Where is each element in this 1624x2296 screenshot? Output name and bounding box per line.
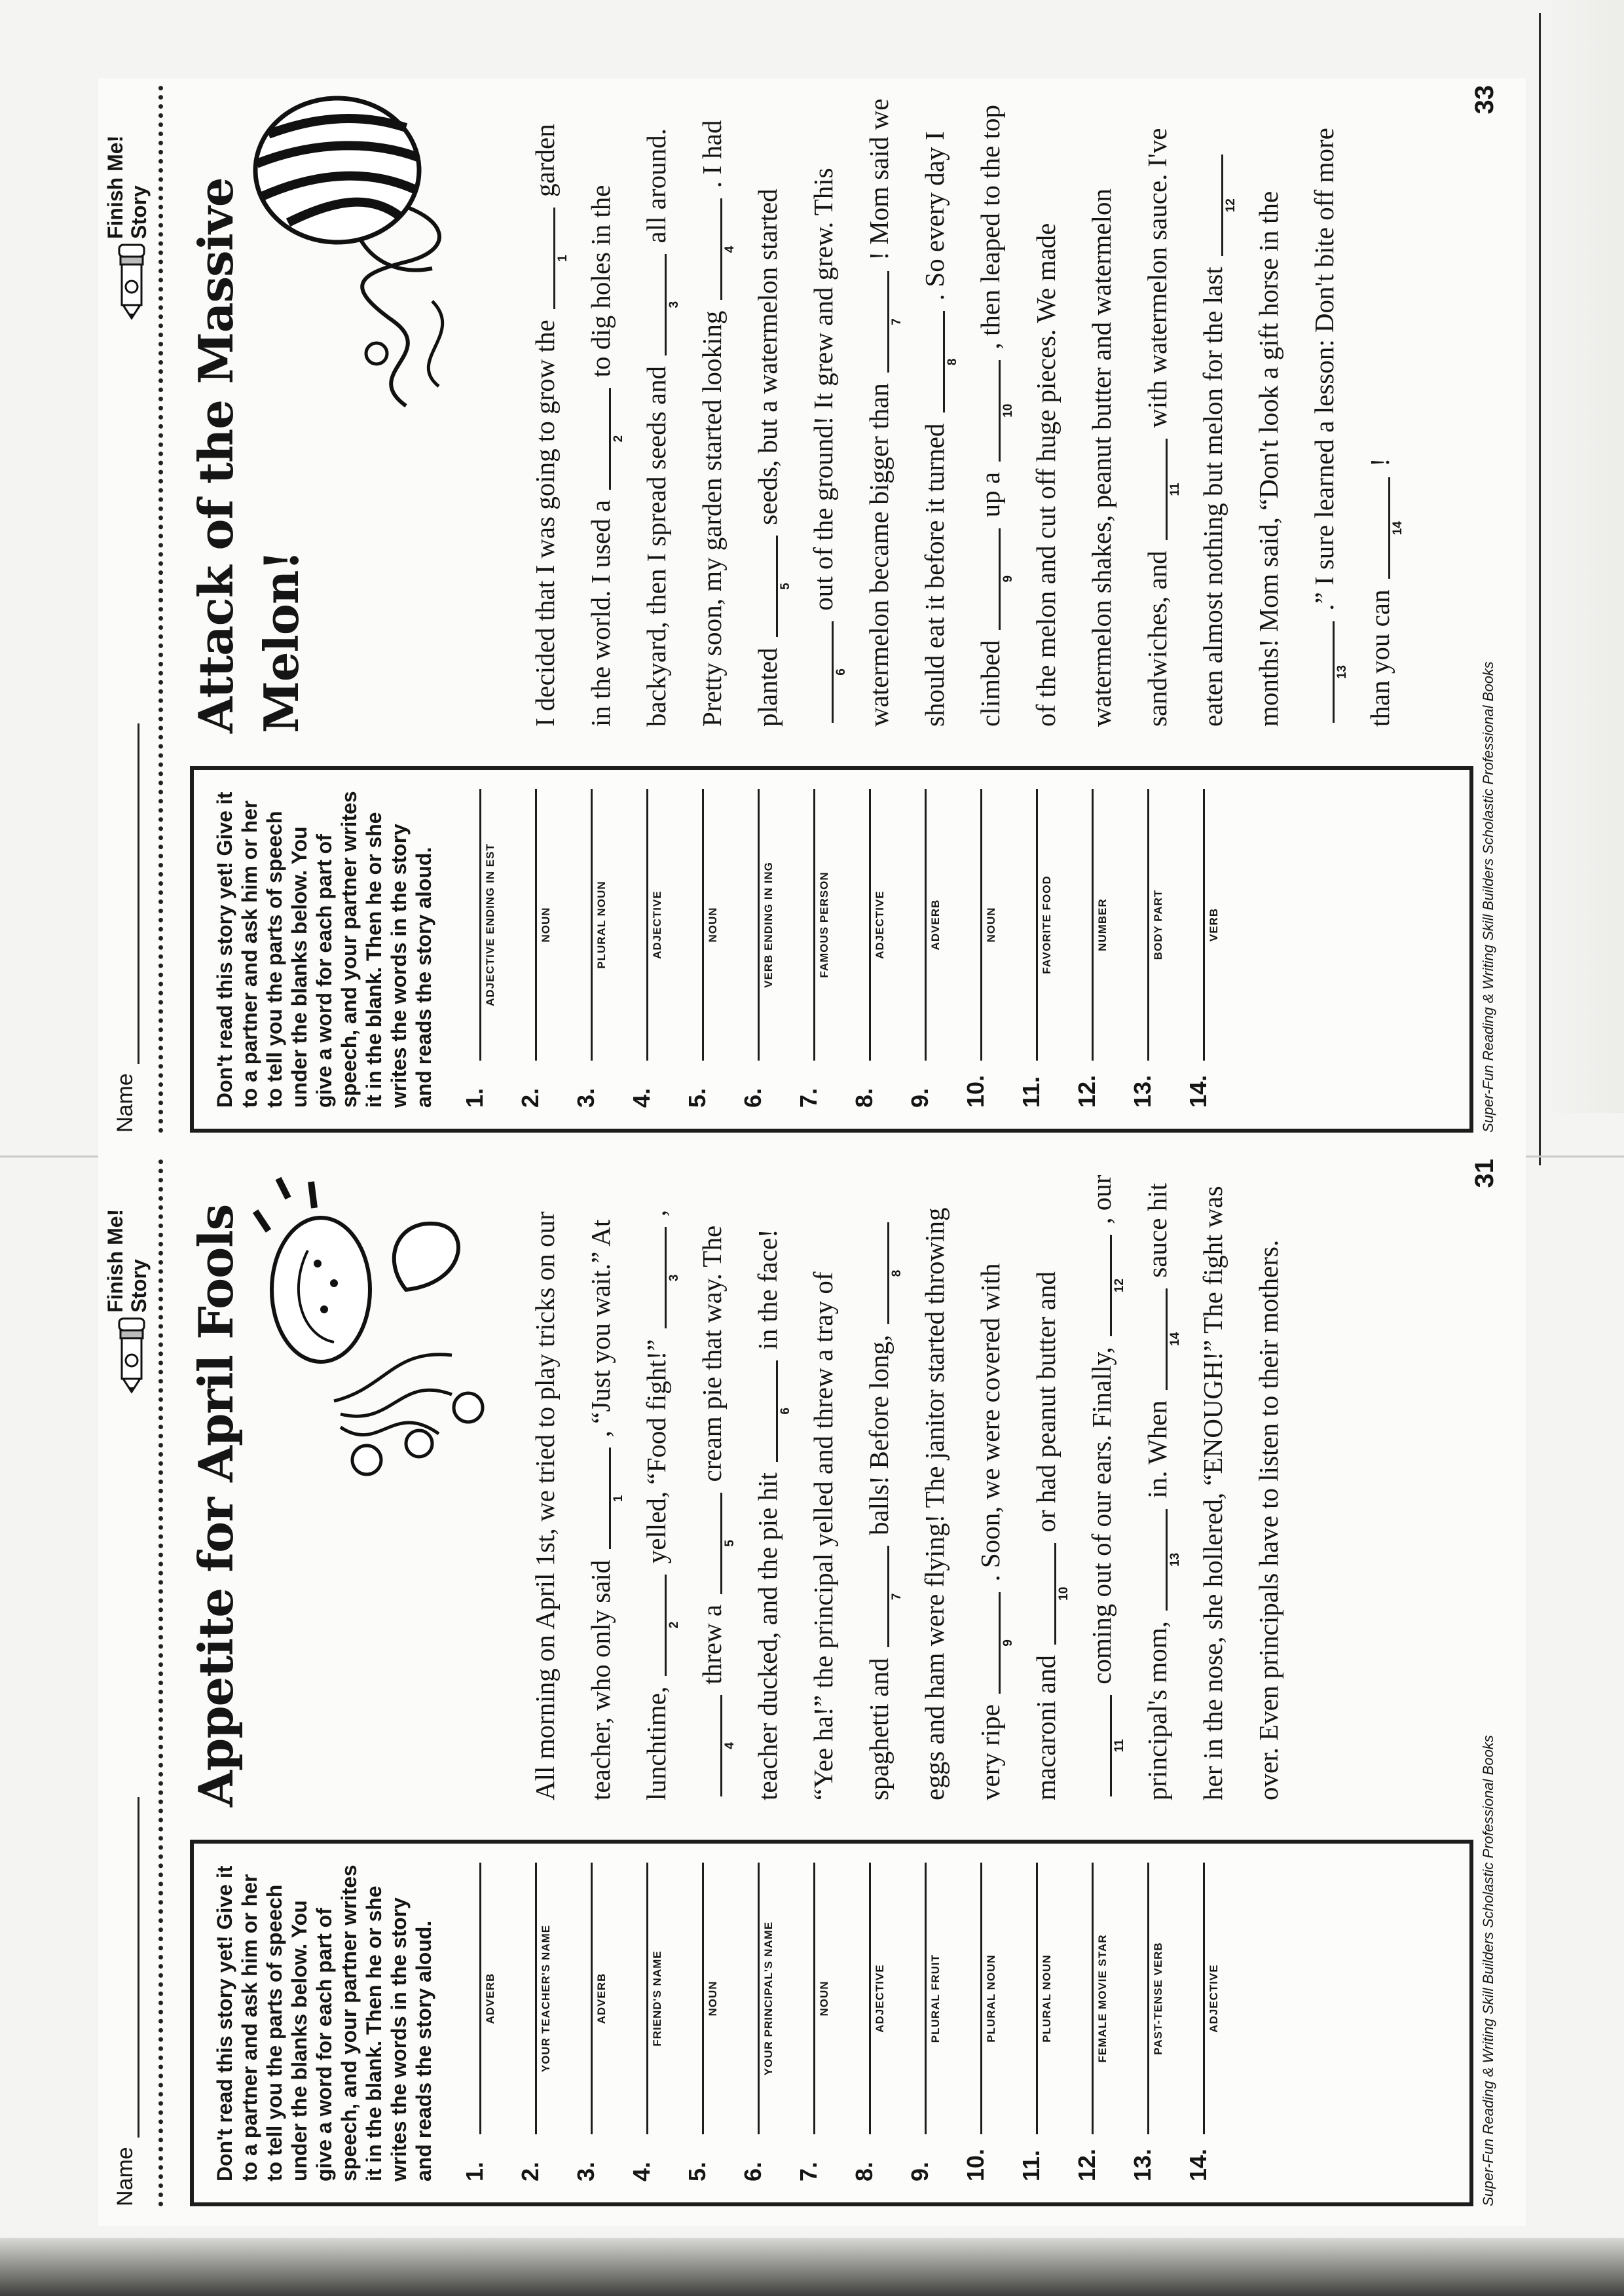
- blank-number: 6.: [739, 1087, 766, 1108]
- blank-list-item: [731, 1858, 787, 2181]
- answer-write-line[interactable]: [646, 789, 648, 1061]
- blank-list-item: [509, 1858, 564, 2181]
- finish-me-story-label: Finish Me! Story: [103, 135, 151, 239]
- story-segment: threw a: [697, 1604, 727, 1685]
- blank-number: 11.: [1018, 2149, 1044, 2181]
- blank-number: 14.: [1185, 2148, 1211, 2181]
- blank-list-item: [453, 1858, 509, 2181]
- story-blank-number: 10: [1001, 403, 1015, 418]
- blank-number: 12.: [1073, 2148, 1100, 2181]
- story-blank-number: 9: [1001, 1639, 1015, 1647]
- story-blank-number: 12: [1224, 198, 1238, 213]
- story-segment: coming out of our ears. Finally,: [1086, 1347, 1116, 1685]
- blank-number: 9.: [906, 2161, 933, 2181]
- blank-number: 4.: [628, 2161, 655, 2181]
- story-blank-number: 13: [1168, 1552, 1182, 1567]
- blank-list-item: [1121, 1858, 1177, 2181]
- story-blank-number: 6: [779, 1408, 792, 1415]
- story-blank[interactable]: [1140, 1509, 1182, 1611]
- blank-list-item: [787, 1858, 843, 2181]
- blank-list-item: [1010, 1858, 1065, 2181]
- answer-write-line[interactable]: [1036, 789, 1038, 1061]
- instructions-panel: [190, 766, 1473, 1133]
- answer-write-line[interactable]: [1203, 1863, 1205, 2134]
- story-segment: , “Just you wait.” At lunchtime,: [585, 1219, 671, 1800]
- blank-list-item: [676, 1858, 731, 2181]
- page-number: 33: [1470, 85, 1499, 115]
- story-text: [517, 1172, 1297, 1800]
- scan-shadow-right: [1539, 0, 1624, 1113]
- story-blank-number: 7: [890, 318, 904, 325]
- story-segment: in. When: [1142, 1400, 1172, 1499]
- story-blank-number: 1: [612, 1495, 625, 1503]
- story-blank[interactable]: [583, 388, 625, 490]
- instructions-text: Don't read this story yet! Give it to a partner and ask him or her to tell you the parts of speech under the blanks below. You give a word for each part of speech, and your partner writes it in the blank. Then he or she writes the words in the story and reads the story aloud.: [213, 791, 435, 1108]
- part-of-speech-cue: PLURAL NOUN: [595, 881, 608, 969]
- blank-number: 3.: [572, 1087, 599, 1108]
- instructions-panel: [190, 1840, 1473, 2206]
- part-of-speech-cue: ADVERB: [929, 899, 942, 951]
- story-segment: . Soon, we were covered with macaroni and: [975, 1263, 1061, 1800]
- story-segment: in the face! “Yee ha!” the principal yelled and threw a tray of spaghetti and: [752, 1229, 894, 1800]
- part-of-speech-cue: ADVERB: [595, 1973, 608, 2024]
- story-blank[interactable]: [1084, 1235, 1126, 1336]
- story-blank[interactable]: [1196, 155, 1238, 256]
- blank-number: 7.: [795, 2161, 822, 2181]
- blank-list-item: [564, 1858, 620, 2181]
- parts-of-speech-list: [453, 1858, 1232, 2181]
- story-blank[interactable]: [862, 271, 904, 373]
- story-blank[interactable]: [639, 1227, 681, 1328]
- instructions-text: Don't read this story yet! Give it to a partner and ask him or her to tell you the parts of speech under the blanks below. You give a word for each part of speech, and your partner writes it in the blank. Then he or she writes the words in the story and reads the story aloud.: [213, 1865, 435, 2181]
- part-of-speech-cue: FRIEND'S NAME: [651, 1950, 663, 2047]
- name-write-line[interactable]: [138, 723, 139, 1064]
- answer-write-line[interactable]: [1203, 789, 1205, 1061]
- answer-write-line[interactable]: [1036, 1863, 1038, 2134]
- blank-number: 5.: [684, 1087, 710, 1108]
- book-credit: Super-Fun Reading & Writing Skill Builders Scholastic Professional Books: [1480, 1735, 1496, 2206]
- answer-write-line[interactable]: [869, 1863, 871, 2134]
- blank-number: 4.: [628, 1087, 655, 1108]
- story-segment: yelled, “Food fight!”: [641, 1339, 671, 1564]
- answer-write-line[interactable]: [925, 1863, 927, 2134]
- dotted-divider: [158, 85, 163, 1133]
- blank-number: 1.: [461, 1087, 488, 1108]
- story-blank[interactable]: [1363, 477, 1405, 579]
- story-segment: .” I sure learned a lesson: Don't bite off more than you can: [1309, 128, 1395, 727]
- story-blank-number: 14: [1168, 1332, 1182, 1346]
- name-field[interactable]: [113, 1748, 152, 2206]
- answer-write-line[interactable]: [535, 1863, 537, 2134]
- part-of-speech-cue: ADVERB: [484, 1973, 496, 2024]
- story-blank[interactable]: [1140, 1288, 1182, 1390]
- story-blank[interactable]: [973, 1592, 1015, 1694]
- blank-list-item: [620, 1858, 676, 2181]
- answer-write-line[interactable]: [702, 789, 704, 1061]
- blank-list-item: [1177, 784, 1232, 1108]
- story-segment: out of the ground! It grew and grew. This watermelon became bigger than: [808, 168, 894, 727]
- blank-list-item: [1065, 1858, 1121, 2181]
- blank-list-item: [1065, 784, 1121, 1108]
- book-credit: Super-Fun Reading & Writing Skill Builders Scholastic Professional Books: [1480, 661, 1496, 1133]
- story-blank-number: 9: [1001, 575, 1015, 583]
- blank-number: 13.: [1129, 2148, 1156, 2181]
- story-segment: All morning on April 1st, we tried to play tricks on our teacher, who only said: [530, 1211, 616, 1800]
- story-segment: . So every day I climbed: [919, 131, 1005, 727]
- part-of-speech-cue: PLURAL FRUIT: [929, 1954, 942, 2043]
- part-of-speech-cue: ADJECTIVE ENDING IN EST: [484, 843, 496, 1006]
- answer-write-line[interactable]: [980, 1863, 982, 2134]
- story-blank[interactable]: [806, 621, 848, 723]
- story-segment: seeds, but a watermelon started: [752, 189, 783, 525]
- blank-list-item: [954, 784, 1010, 1108]
- part-of-speech-cue: VERB ENDING IN ING: [762, 862, 775, 988]
- name-label: Name: [113, 1073, 138, 1133]
- story-title: Appetite for April Fools: [188, 1204, 244, 1807]
- blank-number: 8.: [851, 1087, 877, 1108]
- answer-write-line[interactable]: [646, 1863, 648, 2134]
- answer-write-line[interactable]: [1147, 789, 1149, 1061]
- story-segment: !: [1365, 458, 1395, 467]
- answer-write-line[interactable]: [479, 789, 481, 1061]
- story-segment: to dig holes in the backyard, then I spread seeds and: [585, 185, 671, 727]
- story-blank[interactable]: [1084, 1695, 1126, 1796]
- pencil-icon: [103, 242, 160, 321]
- blank-list-item: [954, 1858, 1010, 2181]
- blank-list-item: [1177, 1858, 1232, 2181]
- story-segment: ,: [641, 1209, 671, 1217]
- blank-number: 6.: [739, 2161, 766, 2181]
- answer-write-line[interactable]: [479, 1863, 481, 2134]
- blank-number: 14.: [1185, 1074, 1211, 1108]
- story-blank[interactable]: [862, 1222, 904, 1324]
- story-blank[interactable]: [1140, 439, 1182, 540]
- worksheet-page-33: [98, 79, 1526, 1152]
- blank-number: 10.: [962, 2148, 989, 2181]
- story-blank-number: 3: [667, 1274, 681, 1282]
- blank-list-item: [843, 1858, 898, 2181]
- answer-write-line[interactable]: [869, 789, 871, 1061]
- name-field[interactable]: [113, 674, 152, 1133]
- story-blank-number: 11: [1113, 1739, 1126, 1753]
- part-of-speech-cue: NOUN: [985, 907, 997, 943]
- story-blank[interactable]: [695, 1493, 737, 1594]
- answer-write-line[interactable]: [1147, 1863, 1149, 2134]
- part-of-speech-cue: NOUN: [707, 907, 719, 943]
- name-write-line[interactable]: [138, 1797, 139, 2138]
- story-blank-number: 4: [723, 246, 737, 253]
- story-blank-number: 5: [723, 1539, 737, 1547]
- answer-write-line[interactable]: [813, 1863, 815, 2134]
- story-blank[interactable]: [917, 311, 959, 412]
- story-segment: months! Mom said, “Don't look a gift horse in the: [1253, 191, 1283, 727]
- part-of-speech-cue: ADJECTIVE: [651, 890, 663, 959]
- story-blank[interactable]: [750, 536, 792, 637]
- part-of-speech-cue: VERB: [1208, 907, 1220, 942]
- story-segment: I decided that I was going to grow the: [530, 319, 560, 727]
- part-of-speech-cue: YOUR PRINCIPAL'S NAME: [762, 1921, 775, 2076]
- part-of-speech-cue: NOUN: [540, 907, 552, 943]
- story-blank[interactable]: [750, 1360, 792, 1462]
- part-of-speech-cue: ADJECTIVE: [1208, 1964, 1220, 2033]
- story-blank-number: 2: [612, 435, 625, 443]
- story-blank-number: 11: [1168, 483, 1182, 496]
- story-title: Attack of the Massive Melon!: [188, 177, 309, 733]
- story-blank-number: 7: [890, 1593, 904, 1601]
- part-of-speech-cue: FAMOUS PERSON: [818, 871, 830, 978]
- blank-number: 8.: [851, 2161, 877, 2181]
- story-segment: . I had planted: [697, 120, 783, 727]
- blank-number: 10.: [962, 1074, 989, 1108]
- blank-list-item: [898, 784, 954, 1108]
- page-edge-line: [1539, 13, 1541, 1165]
- blank-list-item: [564, 784, 620, 1108]
- story-blank-number: 8: [946, 358, 959, 366]
- answer-write-line[interactable]: [702, 1863, 704, 2134]
- story-blank[interactable]: [862, 1546, 904, 1647]
- story-blank-number: 4: [723, 1742, 737, 1749]
- part-of-speech-cue: FAVORITE FOOD: [1041, 875, 1053, 974]
- story-blank-number: 3: [667, 301, 681, 308]
- story-segment: all around. Pretty soon, my garden started looking: [641, 128, 727, 727]
- blank-number: 7.: [795, 1087, 822, 1108]
- part-of-speech-cue: PLURAL NOUN: [985, 1954, 997, 2043]
- story-blank[interactable]: [583, 1448, 625, 1550]
- story-segment: eggs and ham were flying! The janitor started throwing very ripe: [919, 1207, 1005, 1800]
- blank-number: 2.: [517, 1087, 544, 1108]
- food-fight-illustration: [242, 1165, 524, 1506]
- finish-me-story-label: Finish Me! Story: [103, 1209, 151, 1313]
- part-of-speech-cue: BODY PART: [1152, 889, 1164, 960]
- story-segment: , our principal's mom,: [1086, 1175, 1172, 1800]
- story-blank[interactable]: [973, 360, 1015, 462]
- story-blank[interactable]: [695, 198, 737, 300]
- blank-number: 9.: [906, 1087, 933, 1108]
- answer-write-line[interactable]: [758, 789, 760, 1061]
- story-blank-number: 10: [1057, 1586, 1071, 1601]
- story-blank-number: 8: [890, 1269, 904, 1277]
- part-of-speech-cue: NOUN: [818, 1980, 830, 2016]
- worksheet-page-31: [98, 1152, 1526, 2226]
- story-blank-number: 1: [556, 255, 570, 262]
- story-blank[interactable]: [1307, 621, 1349, 723]
- part-of-speech-cue: FEMALE MOVIE STAR: [1096, 1934, 1109, 2063]
- blank-number: 12.: [1073, 1074, 1100, 1108]
- blank-list-item: [676, 784, 731, 1108]
- part-of-speech-cue: PLURAL NOUN: [1041, 1954, 1053, 2043]
- answer-write-line[interactable]: [1092, 1863, 1094, 2134]
- story-segment: , then leaped to the top of the melon and cut off huge pieces. We made watermelon shakes, peanut butter and watermelon sandwiches, and: [975, 105, 1172, 727]
- answer-write-line[interactable]: [758, 1863, 760, 2134]
- blank-list-item: [843, 784, 898, 1108]
- scan-shadow-bottom: [0, 2238, 1624, 2296]
- blank-list-item: [898, 1858, 954, 2181]
- part-of-speech-cue: NOUN: [707, 1980, 719, 2016]
- answer-write-line[interactable]: [591, 1863, 593, 2134]
- story-segment: balls! Before long,: [864, 1334, 894, 1536]
- blank-list-item: [509, 784, 564, 1108]
- blank-number: 5.: [684, 2161, 710, 2181]
- answer-write-line[interactable]: [813, 789, 815, 1061]
- blank-list-item: [1121, 784, 1177, 1108]
- story-segment: with watermelon sauce. I've eaten almost nothing but melon for the last: [1142, 128, 1228, 727]
- story-blank[interactable]: [528, 208, 570, 309]
- part-of-speech-cue: ADJECTIVE: [874, 890, 886, 959]
- story-segment: garden in the world. I used a: [530, 124, 616, 727]
- blank-number: 13.: [1129, 1074, 1156, 1108]
- answer-write-line[interactable]: [591, 789, 593, 1061]
- blank-number: 3.: [572, 2161, 599, 2181]
- part-of-speech-cue: PAST-TENSE VERB: [1152, 1942, 1164, 2055]
- watermelon-illustration: [242, 92, 524, 432]
- part-of-speech-cue: YOUR TEACHER'S NAME: [540, 1924, 552, 2073]
- blank-list-item: [453, 784, 509, 1108]
- story-blank-number: 14: [1391, 521, 1405, 536]
- answer-write-line[interactable]: [925, 789, 927, 1061]
- answer-write-line[interactable]: [980, 789, 982, 1061]
- story-segment: up a: [975, 471, 1005, 518]
- part-of-speech-cue: ADJECTIVE: [874, 1964, 886, 2033]
- blank-list-item: [1010, 784, 1065, 1108]
- story-blank[interactable]: [1029, 1543, 1071, 1645]
- blank-list-item: [620, 784, 676, 1108]
- story-blank[interactable]: [639, 1575, 681, 1676]
- name-label: Name: [113, 2147, 138, 2206]
- part-of-speech-cue: NUMBER: [1096, 898, 1109, 951]
- blank-number: 11.: [1018, 1076, 1044, 1108]
- story-segment: or had peanut butter and: [1031, 1271, 1061, 1533]
- parts-of-speech-list: [453, 784, 1232, 1108]
- story-blank[interactable]: [639, 254, 681, 355]
- blank-list-item: [787, 784, 843, 1108]
- story-blank-number: 12: [1113, 1278, 1126, 1293]
- story-segment: cream pie that way. The teacher ducked, and the pie hit: [697, 1225, 783, 1800]
- story-blank-number: 13: [1335, 665, 1349, 680]
- story-text: [517, 98, 1408, 727]
- story-blank-number: 5: [779, 583, 792, 590]
- blank-number: 2.: [517, 2161, 544, 2181]
- blank-list-item: [731, 784, 787, 1108]
- story-blank[interactable]: [695, 1695, 737, 1796]
- answer-write-line[interactable]: [535, 789, 537, 1061]
- blank-number: 1.: [461, 2161, 488, 2181]
- dotted-divider: [158, 1159, 163, 2206]
- story-segment: ! Mom said we should eat it before it turned: [864, 98, 950, 727]
- story-segment: sauce hit her in the nose, she hollered, “ENOUGH!” The fight was over. Even principals have to listen to their mothers.: [1142, 1183, 1283, 1800]
- story-blank-number: 6: [834, 668, 848, 676]
- story-blank[interactable]: [973, 528, 1015, 630]
- answer-write-line[interactable]: [1092, 789, 1094, 1061]
- pencil-icon: [103, 1316, 160, 1394]
- story-blank-number: 2: [667, 1621, 681, 1629]
- page-number: 31: [1470, 1159, 1499, 1188]
